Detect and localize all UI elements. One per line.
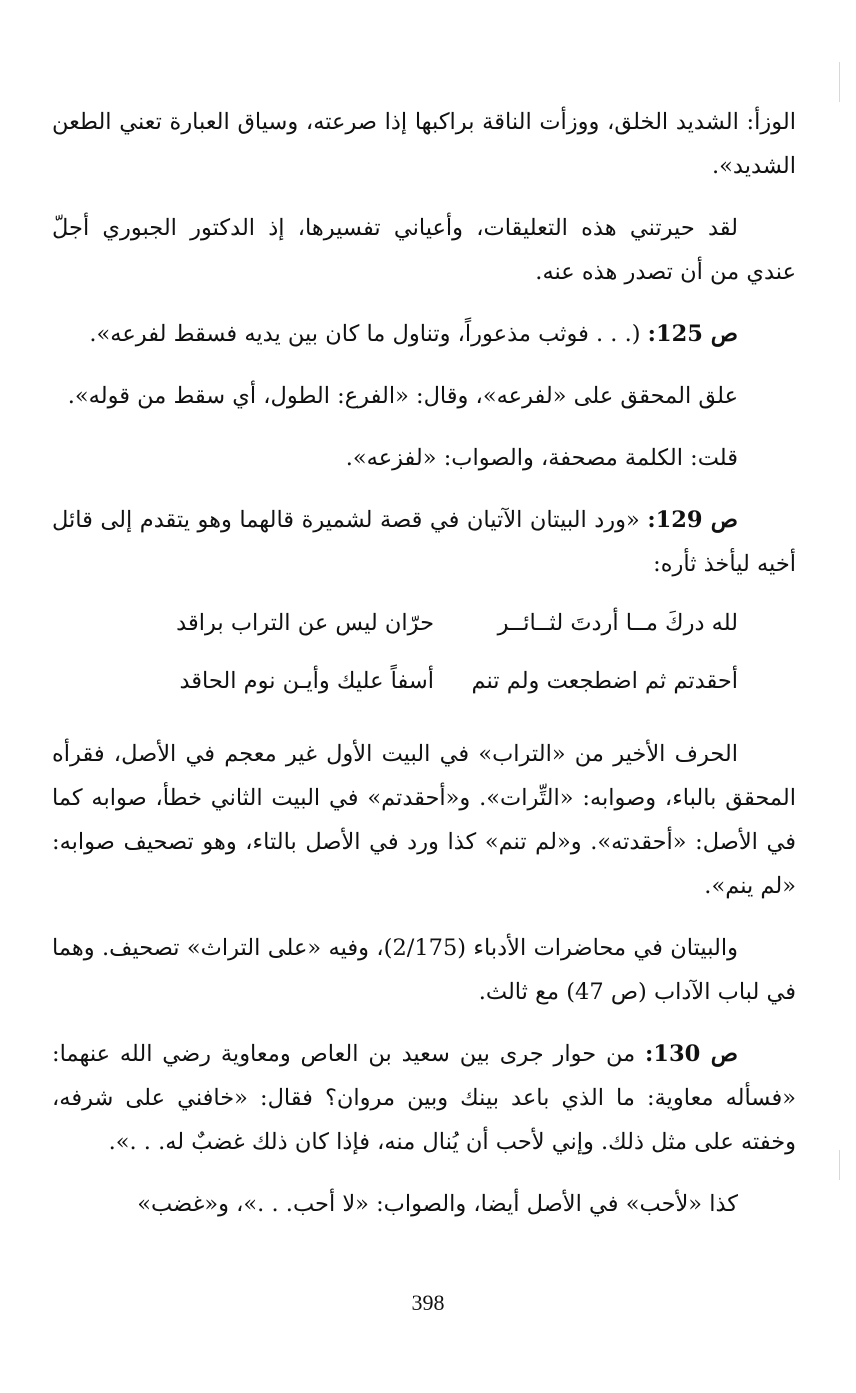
paragraph-3 — [52, 312, 796, 356]
paragraph-9 — [52, 1032, 796, 1164]
paragraph-6-text: «ورد البيتان الآتيان في قصة لشميرة قالهما وهو يتقدم إلى قائل أخيه ليأخذ ثأره: — [52, 507, 796, 577]
page-ref-125: ص 125: — [647, 321, 738, 347]
poem-verse-2-second-hemistich: أسفاً عليك وأيـن نوم الحاقد — [179, 668, 434, 694]
page-number: 398 — [411, 1290, 445, 1315]
paragraph-2-text: لقد حيرتني هذه التعليقات، وأعياني تفسيرها، إذ الدكتور الجبوري أجلّ عندي من أن تصدر هذه عنه. — [52, 215, 796, 285]
paragraph-1-text: الوزأ: الشديد الخلق، ووزأت الناقة براكبها إذا صرعته، وسياق العبارة تعني الطعن الشديد». — [52, 109, 796, 179]
poem-verse-1-second-hemistich: حرّان ليس عن التراب براقد — [176, 610, 434, 636]
paragraph-8-text: والبيتان في محاضرات الأدباء (2/175)، وفيه «على التراث» تصحيف. وهما في لباب الآداب (ص 47) مع ثالث. — [52, 935, 796, 1005]
paragraph-3-text: (. . . فوثب مذعوراً، وتناول ما كان بين يديه فسقط لفرعه». — [89, 321, 648, 347]
page-edge-mark-bottom — [839, 1150, 840, 1180]
page-text — [52, 100, 796, 1244]
poem-verse-2-first-hemistich: أحقدتم ثم اضطجعت ولم تنم — [471, 668, 738, 694]
poem — [52, 594, 796, 710]
paragraph-8 — [52, 926, 796, 1014]
paragraph-7 — [52, 732, 796, 908]
paragraph-5 — [52, 436, 796, 480]
page-ref-129: ص 129: — [647, 507, 738, 533]
page-ref-130: ص 130: — [644, 1041, 738, 1067]
paragraph-10 — [52, 1182, 796, 1226]
poem-verse-2 — [52, 652, 796, 710]
page-edge-mark-top — [839, 62, 840, 102]
paragraph-4 — [52, 374, 796, 418]
paragraph-6 — [52, 498, 796, 586]
paragraph-7-text: الحرف الأخير من «التراب» في البيت الأول غير معجم في الأصل، فقرأه المحقق بالباء، وصوابه: «التِّرات». و«أحقدتم» في البيت الثاني خطأ، صوابه كما في الأصل: «أحقدته». و«لم تنم» كذا ورد في الأصل بالتاء، وهو تصحيف صوابه: «لم ينم». — [52, 741, 796, 899]
paragraph-5-text: قلت: الكلمة مصحفة، والصواب: «لفزعه». — [345, 445, 738, 471]
poem-verse-1-first-hemistich: لله دركَ مــا أردتَ لثــائــر — [497, 610, 738, 636]
paragraph-10-text: كذا «لأحب» في الأصل أيضا، والصواب: «لا أحب. . .»، و«غضب» — [137, 1191, 738, 1217]
paragraph-9-text: من حوار جرى بين سعيد بن العاص ومعاوية رضي الله عنهما: «فسأله معاوية: ما الذي باعد بينك وبين مروان؟ فقال: «خافني على شرفه، وخفته على مثل ذلك. وإني لأحب أن يُنال منه، فإذا كان ذلك غضبٌ له. . .». — [52, 1041, 796, 1155]
paragraph-1 — [52, 100, 796, 188]
paragraph-4-text: علق المحقق على «لفرعه»، وقال: «الفرع: الطول، أي سقط من قوله». — [67, 383, 738, 409]
poem-verse-1 — [52, 594, 796, 652]
paragraph-2 — [52, 206, 796, 294]
